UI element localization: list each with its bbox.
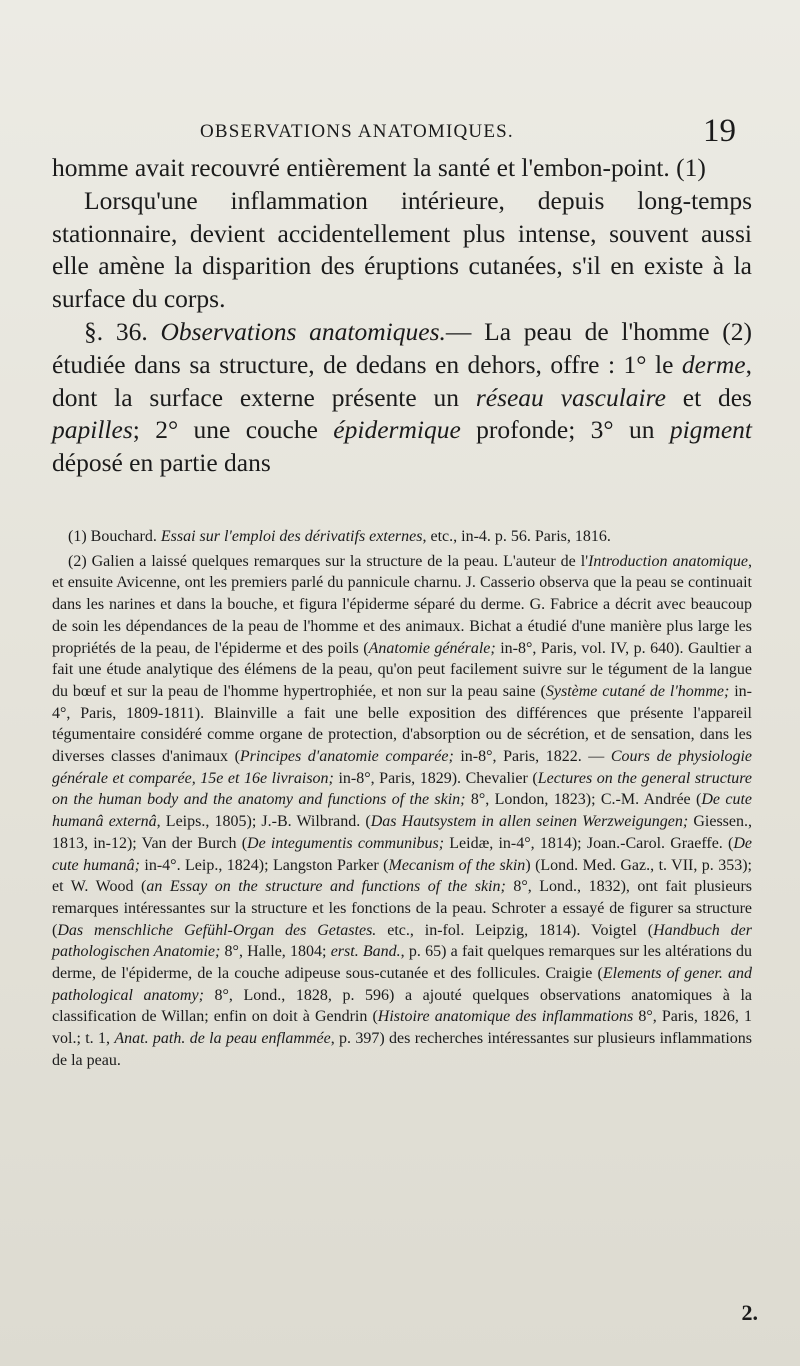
term: derme [681,349,746,379]
citation-title: Cours de physiologie générale et comparée, 15e et 16e livraison; [52,748,753,787]
text-run: in-8°, Paris, 1829). Chevalier ( [333,769,538,787]
citation-title: Système cutané de l'homme; [545,682,730,700]
section-paragraph [52,316,752,480]
text-run: déposé en partie dans [52,448,271,478]
citation-title: Essai sur l'emploi des dérivatifs externes [160,528,423,545]
text-run: , et ensuite Avicenne, ont les premiers parlé du pannicule charnu. J. Casserio observa que la peau se continuait dans les narines et dans la bouche, et figura l'épiderme séparé du derme. G. Fabrice a décrit avec beaucoup de soin les dépendances de la peau de l'homme et des animaux. Bichat a étudié d'une manière plus large les propriétés de la peau, de l'épiderme et des poils ( [52,552,752,657]
page-number: 19 [703,113,736,149]
citation-title: De cute humanâ; [52,834,752,874]
page-header [200,113,740,151]
citation-title: erst. Band. [330,943,401,961]
text-run: , etc., in-4. p. 56. Paris, 1816. [422,528,611,545]
citation-title: Elements of gener. and pathological anatomy; [52,965,753,1004]
citation-title: De cute humanâ externâ [52,791,753,831]
citation-title: Principes d'anatomie comparée; [239,748,454,766]
section-title: Observations anatomiques. [160,316,446,346]
text-run: ; 2° une couche [132,415,334,445]
citation-title: Lectures on the general structure on the human body and the anatomy and functions of the skin; [52,769,753,809]
footnotes [52,526,752,1075]
text-run: (1) Bouchard. [68,528,161,545]
citation-title: Mecanism of the skin [388,856,526,874]
term: pigment [669,415,752,445]
paragraph: Lorsqu'une inflammation intérieure, depuis long-temps stationnaire, devient accidentellement plus intense, souvent aussi elle amène la disparition des éruptions cutanées, s'il en existe à la surface du corps. [52,185,752,314]
text-run: 8°, Paris, 1826, 1 vol.; t. 1, [52,1008,752,1048]
citation-title: an Essay on the structure and functions of the skin; [146,878,506,896]
main-text [52,152,752,480]
running-head: OBSERVATIONS ANATOMIQUES. [200,121,514,142]
text-run: ) (Lond. Med. Gaz., t. VII, p. 353); et W. Wood ( [52,856,753,896]
citation-title: Handbuch der pathologischen Anatomie; [52,921,752,961]
citation-title: De integumentis communibus; [247,834,445,852]
citation-title: Introduction anatomique [588,552,748,570]
text-run: etc., in-fol. Leipzig, 1814). Voigtel ( [376,921,654,939]
text-run: , p. 397) des recherches intéressantes sur plusieurs inflammations de la peau. [52,1030,752,1069]
citation-title: Das menschliche Gefühl-Organ des Getastes. [57,921,377,939]
text-run: et des [665,382,752,412]
text-run: 8°, Lond., 1832), ont fait plusieurs remarques intéressantes sur la structure et les fonctions de la peau. Schroter a essayé de figurer sa structure ( [52,878,753,939]
term: épidermique [333,415,461,445]
text-run: in-4°, Paris, 1809-1811). Blainville a fait une belle exposition des différences que présente l'appareil tégumentaire considéré comme organe de protection, d'absorption ou de sécrétion, et de sensation, dans les diverses classes d'animaux ( [52,682,753,766]
term: réseau vasculaire [475,382,666,412]
paragraph: homme avait recouvré entièrement la santé et l'embon-point. (1) [52,153,706,182]
text-run: , p. 65) a fait quelques remarques sur les altérations du derme, de l'épiderme, de la couche adipeuse sous-cutanée et des follicules. Craigie ( [52,943,752,983]
text-run: in-4°. Leip., 1824); Langston Parker ( [139,856,389,874]
footnote-1 [52,526,752,548]
citation-title: Histoire anatomique des inflammations [377,1008,634,1026]
text-run: Giessen., 1813, in-12); Van der Burch ( [52,813,753,852]
text-run: 8°, Lond., 1828, p. 596) a ajouté quelques observations anatomiques à la classification de Willan; enfin on doit à Gendrin ( [52,986,752,1026]
text-run: profonde; 3° un [460,415,670,445]
citation-title: Anatomie générale; [368,639,496,657]
term: papilles [52,415,133,445]
text-run: , Leips., 1805); J.-B. Wilbrand. ( [156,813,371,831]
text-run: 8°, Halle, 1804; [220,943,331,961]
text-run: in-8°, Paris, vol. IV, p. 640). Gaultier a fait une étude analytique des élémens de la peau, qu'on peut facilement suivre sur le tégument de la langue du bœuf et sur la peau de l'homme hypertrophiée, et non sur la peau saine ( [52,639,752,700]
section-number: §. 36. [84,316,148,346]
text-run: Leidæ, in-4°, 1814); Joan.-Carol. Graeffe. ( [444,834,734,852]
signature-mark: 2. [741,1300,758,1325]
citation-title: Anat. path. de la peau enflammée [114,1030,331,1048]
text-run: — La peau de l'homme (2) étudiée dans sa structure, de dedans en dehors, offre : 1° le [52,316,753,379]
footnote-2 [52,551,752,1072]
text-run: , dont la surface externe présente un [52,349,752,412]
text-run: (2) Galien a laissé quelques remarques sur la structure de la peau. L'auteur de l' [68,552,589,570]
citation-title: Das Hautsystem in allen seinen Werzweigungen; [370,813,689,831]
text-run: in-8°, Paris, 1822. — [453,748,611,766]
text-run: 8°, London, 1823); C.-M. Andrée ( [465,791,702,809]
